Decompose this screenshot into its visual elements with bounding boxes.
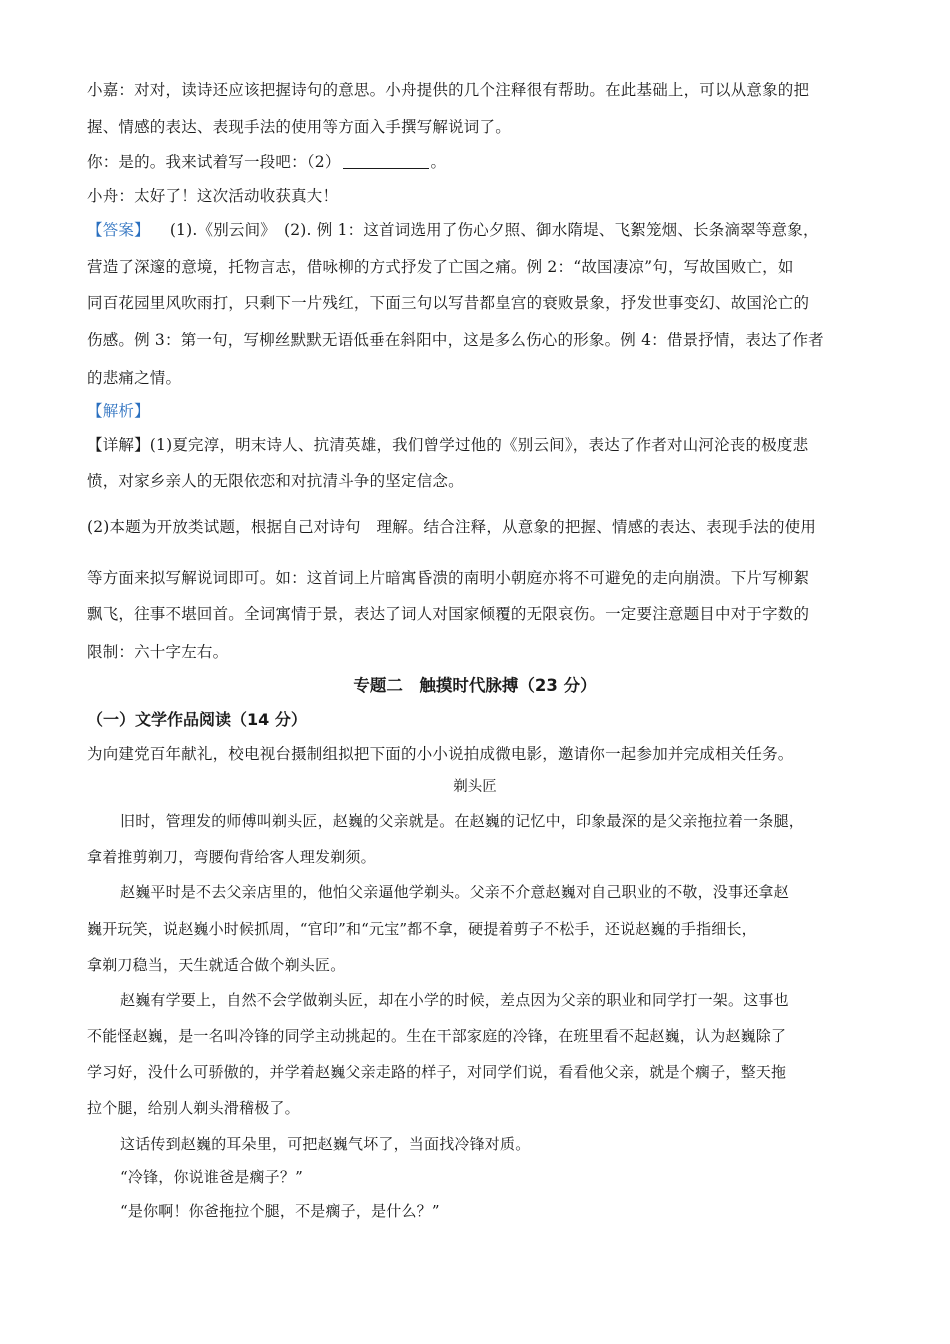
dialogue-you-prefix: 你：是的。我来试着写一段吧：（2） — [87, 153, 341, 171]
section-subtitle: （一）文学作品阅读（14 分） — [87, 710, 307, 729]
answer-line5: 的悲痛之情。 — [87, 369, 182, 387]
answer-line3: 同百花园里风吹雨打，只剩下一片残红，下面三句以写昔都皇宫的衰败景象，抒发世事变幻、故国沦亡的 — [87, 294, 810, 312]
dialogue-xiaojia-line1: 小嘉：对对，读诗还应该把握诗句的意思。小舟提供的几个注释很有帮助。在此基础上，可以从意象的把 — [87, 81, 810, 99]
story-quote2: “是你啊！你爸拖拉个腿，不是瘸子，是什么？” — [120, 1202, 440, 1220]
story-title: 剃头匠 — [453, 779, 497, 795]
story-p2-line2: 巍开玩笑，说赵巍小时候抓周，“官印”和“元宝”都不拿，硬提着剪子不松手，还说赵巍的手指细长， — [87, 920, 757, 938]
analysis-detail-line2: 愤，对家乡亲人的无限依恋和对抗清斗争的坚定信念。 — [87, 472, 464, 490]
analysis-part2-line2: 等方面来拟写解说词即可。如：这首词上片暗寓昏溃的南明小朝庭亦将不可避免的走向崩溃。下片写柳絮 — [87, 569, 810, 587]
section-title: 专题二 触摸时代脉搏（23 分） — [353, 676, 597, 695]
story-p4: 这话传到赵巍的耳朵里，可把赵巍气坏了，当面找冷锋对质。 — [120, 1135, 531, 1153]
answer-line1 — [87, 219, 867, 241]
analysis-detail-line1: 【详解】(1)夏完淳，明末诗人、抗清英雄，我们曾学过他的《别云间》，表达了作者对山河沦丧的极度悲 — [87, 436, 809, 454]
story-p1-line2: 拿着推剪剃刀，弯腰佝背给客人理发剃须。 — [87, 848, 376, 866]
story-p3-line4: 拉个腿，给别人剃头滑稽极了。 — [87, 1099, 300, 1117]
analysis-part2-line1: (2)本题为开放类试题，根据自己对诗句 理解。结合注释，从意象的把握、情感的表达、表现手法的使用 — [87, 518, 817, 536]
answer-label: 【答案】 — [87, 221, 150, 239]
story-quote1: “冷锋，你说谁爸是瘸子？” — [120, 1168, 303, 1186]
section-intro: 为向建党百年献礼，校电视台摄制组拟把下面的小小说拍成微电影，邀请你一起参加并完成相关任务。 — [87, 745, 794, 763]
answer-blank — [343, 152, 429, 169]
answer-line4: 伤感。例 3：第一句，写柳丝默默无语低垂在斜阳中，这是多么伤心的形象。例 4：借景抒情，表达了作者 — [87, 331, 824, 349]
story-p1-line1: 旧时，管理发的师傅叫剃头匠，赵巍的父亲就是。在赵巍的记忆中，印象最深的是父亲拖拉着一条腿， — [120, 812, 805, 830]
analysis-part2-line4: 限制：六十字左右。 — [87, 643, 229, 661]
story-p3-line2: 不能怪赵巍，是一名叫冷锋的同学主动挑起的。生在干部家庭的冷锋，在班里看不起赵巍，认为赵巍除了 — [87, 1027, 787, 1045]
dialogue-xiaozhou: 小舟：太好了！这次活动收获真大！ — [87, 187, 339, 205]
analysis-label: 【解析】 — [87, 402, 150, 420]
story-p2-line3: 拿剃刀稳当，天生就适合做个剃头匠。 — [87, 956, 346, 974]
dialogue-xiaojia-line2: 握、情感的表达、表现手法的使用等方面入手撰写解说词了。 — [87, 118, 511, 136]
story-p3-line1: 赵巍有学要上，自然不会学做剃头匠，却在小学的时候，差点因为父亲的职业和同学打一架。这事也 — [120, 991, 789, 1009]
story-p2-line1: 赵巍平时是不去父亲店里的，他怕父亲逼他学剃头。父亲不介意赵巍对自己职业的不敬，没事还拿赵 — [120, 883, 789, 901]
answer-text-1: (1).《别云间》 (2). 例 1：这首词选用了伤心夕照、御水隋堤、飞絮笼烟、长条滴翠等意象， — [169, 221, 819, 239]
dialogue-you — [87, 151, 867, 173]
analysis-part2-line3: 飘飞，往事不堪回首。全词寓情于景，表达了词人对国家倾覆的无限哀伤。一定要注意题目中对于字数的 — [87, 605, 810, 623]
answer-line2: 营造了深邃的意境，托物言志，借咏柳的方式抒发了亡国之痛。例 2：“故国凄凉”句，写故国败亡，如 — [87, 258, 794, 276]
dialogue-you-suffix: 。 — [430, 153, 447, 171]
story-p3-line3: 学习好，没什么可骄傲的，并学着赵巍父亲走路的样子，对同学们说，看看他父亲，就是个瘸子，整天拖 — [87, 1063, 787, 1081]
